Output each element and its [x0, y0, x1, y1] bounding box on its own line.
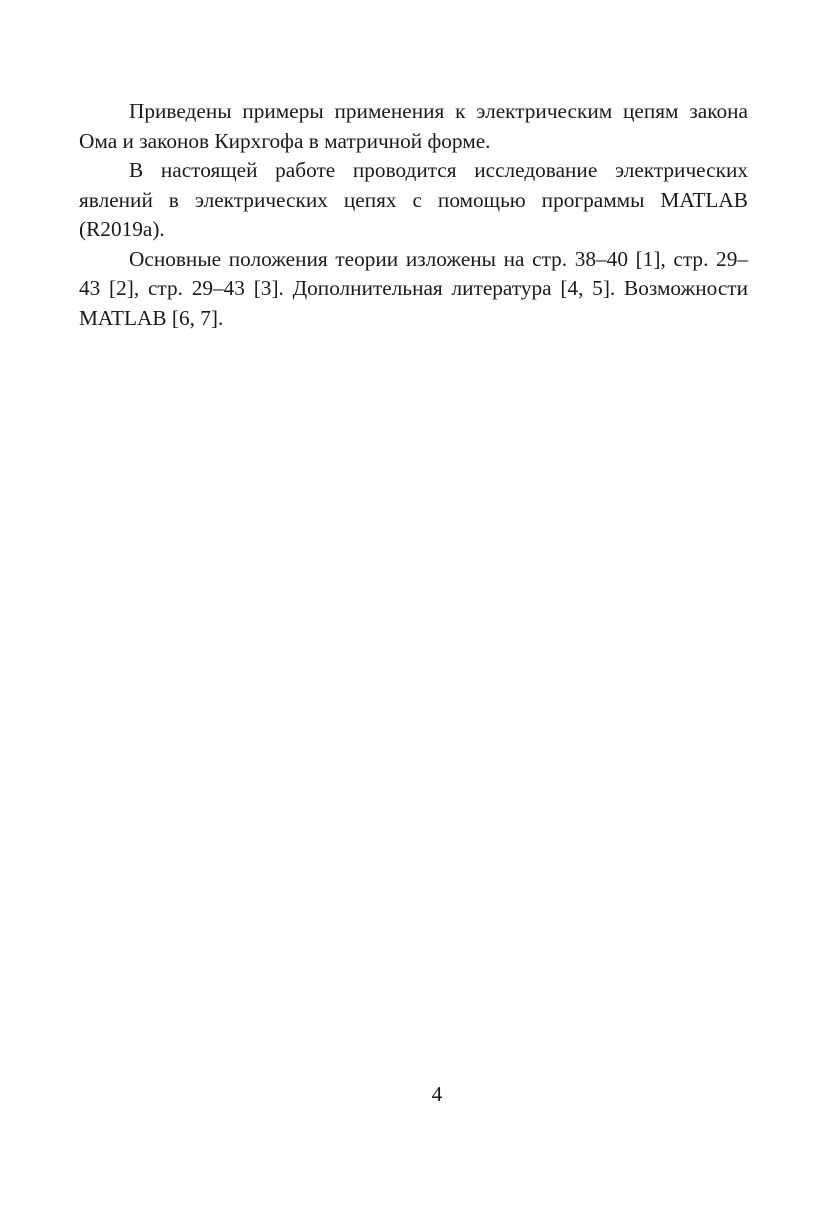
- page-number: 4: [431, 1082, 443, 1106]
- body-text: [79, 97, 748, 333]
- paragraph-matlab-study: В настоящей работе проводится исследование электрических явлений в электрических цепях с помощью программы MATLAB (R2019a).: [79, 158, 748, 241]
- paragraph-references: Основные положения теории изложены на стр. 38–40 [1], стр. 29–43 [2], стр. 29–43 [3]. Дополнительная литература [4, 5]. Возможности MATLAB [6, 7].: [79, 246, 748, 330]
- paragraph-intro: Приведены примеры применения к электрическим цепям закона Ома и законов Кирхгофа в матричной форме.: [79, 99, 748, 153]
